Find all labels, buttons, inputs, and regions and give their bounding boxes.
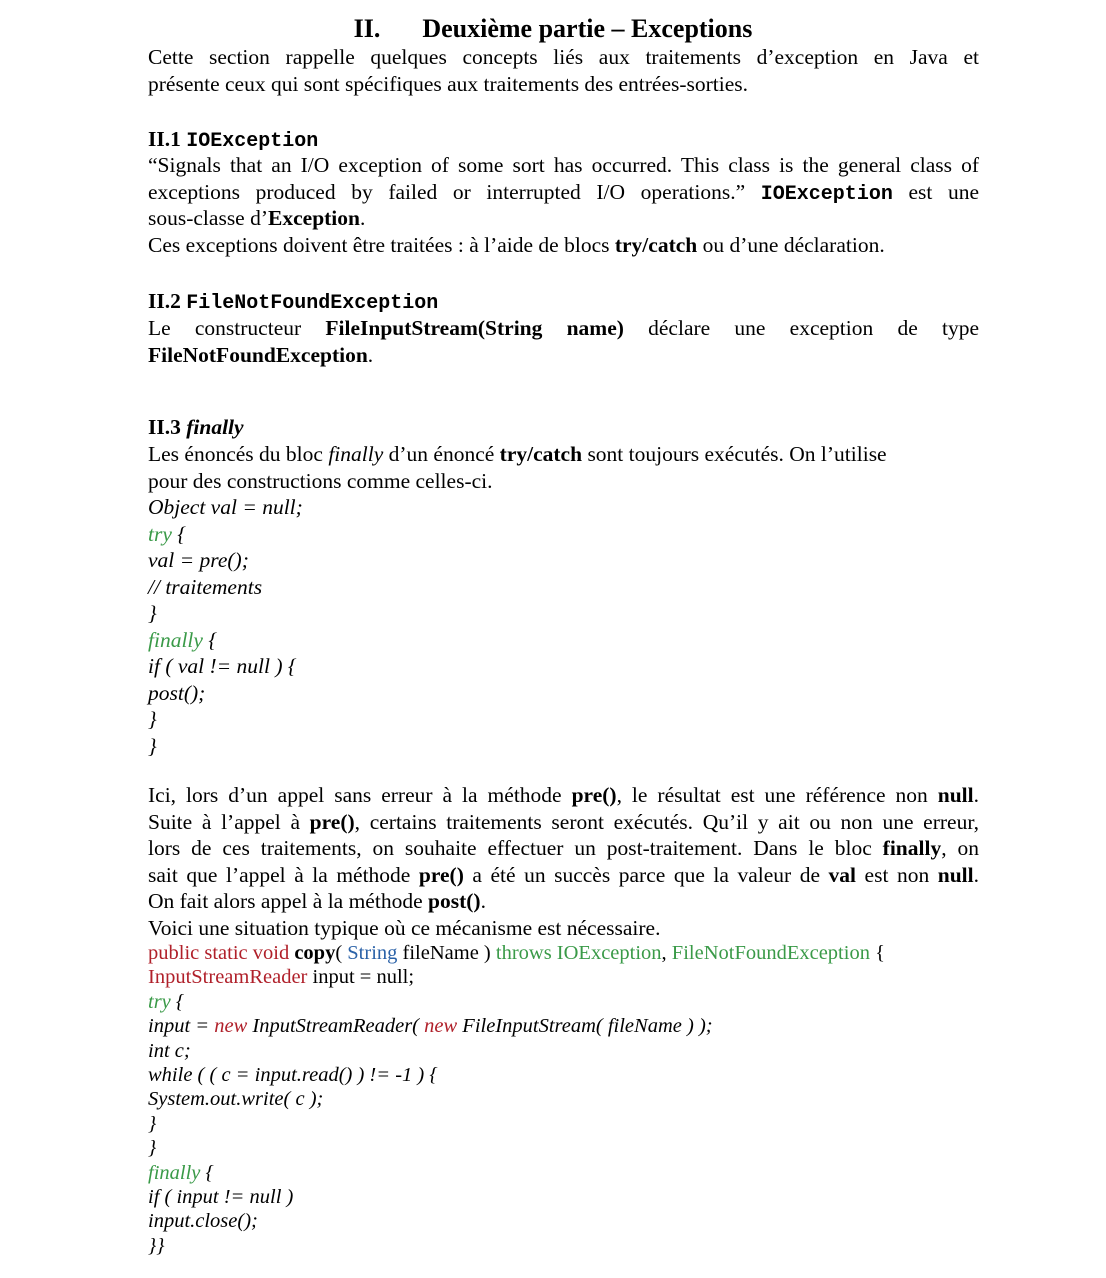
code-line: } <box>148 601 157 625</box>
text-run: . <box>973 862 979 887</box>
type-run: FileNotFoundException <box>671 942 870 964</box>
explanation-line-4 <box>148 862 979 889</box>
text-run: , certains traitements seront exécutés. Qu’il y ait ou non une erreur, <box>354 809 979 834</box>
code-line <box>148 1014 885 1038</box>
code-line <box>148 990 885 1014</box>
subsection-heading-finally <box>148 414 244 440</box>
subsection-code-title: FileNotFoundException <box>186 292 439 315</box>
subsection-italic-title: finally <box>186 415 244 439</box>
code-run: input = null; <box>307 966 415 989</box>
explanation-line-2 <box>148 809 979 836</box>
ioexception-line-4 <box>148 232 979 259</box>
text-run: Ces exceptions doivent être traitées : à l’aide de blocs <box>148 232 615 257</box>
code-line <box>148 627 303 654</box>
code-line: } <box>148 733 157 758</box>
keyword-run: new <box>214 1015 248 1038</box>
bold-run: finally <box>882 836 942 860</box>
filenotfound-line-1 <box>148 315 979 342</box>
bold-run: val <box>828 862 857 887</box>
code-line: val = pre(); <box>148 548 249 572</box>
bold-run: pre() <box>309 809 355 834</box>
code-run: { <box>200 1161 214 1184</box>
intro-line-2: présente ceux qui sont spécifiques aux traitements des entrées-sorties. <box>148 71 749 96</box>
type-run: String <box>347 942 398 964</box>
subsection-number: II.3 <box>148 415 181 439</box>
bold-run: Exception <box>268 206 360 230</box>
text-run: sait que l’appel à la méthode <box>148 862 419 887</box>
explanation-line-5 <box>148 888 979 915</box>
text-run: est non <box>856 862 938 887</box>
code-line: }} <box>148 1234 165 1257</box>
code-run: { <box>171 521 186 546</box>
text-run: . <box>367 342 374 367</box>
keyword-run: public static void <box>148 942 295 964</box>
text-run: . <box>360 206 366 230</box>
keyword-run: new <box>424 1015 458 1038</box>
keyword-run: try <box>148 521 172 546</box>
section-heading <box>0 12 1106 46</box>
bold-run: try/catch <box>499 442 583 466</box>
bold-run: null <box>937 862 974 887</box>
filenotfound-line-2 <box>148 342 979 369</box>
code-line <box>148 1161 885 1185</box>
subsection-number: II.2 <box>148 289 181 313</box>
text-run: ou d’une déclaration. <box>697 232 885 257</box>
subsection-heading-filenotfound <box>148 288 438 317</box>
text-run: est une <box>908 179 980 204</box>
finally-paragraph <box>148 441 979 494</box>
bold-run: try/catch <box>614 232 698 257</box>
text-run: d’un énoncé <box>383 442 500 466</box>
bold-run: post() <box>428 889 481 913</box>
keyword-run: finally <box>148 1161 201 1184</box>
code-line: } <box>148 1137 157 1160</box>
bold-run: FileNotFoundException <box>148 342 368 367</box>
section-title: Deuxième partie – Exceptions <box>422 14 753 43</box>
text-run: Suite à l’appel à <box>148 809 310 834</box>
code-line: input.close(); <box>148 1210 258 1233</box>
text-run: déclare une exception de type <box>648 316 979 340</box>
code-line: Object val = null; <box>148 495 303 519</box>
ioexception-line-3 <box>148 205 979 232</box>
italic-run: finally <box>328 442 384 466</box>
text-run: a été un succès parce que la valeur de <box>463 862 829 887</box>
ioexception-paragraph <box>148 152 979 258</box>
text-run: , on <box>941 836 980 860</box>
code-line: } <box>148 1112 157 1135</box>
code-line: int c; <box>148 1039 191 1062</box>
finally-line-1 <box>148 441 979 468</box>
subsection-heading-ioexception <box>148 126 318 155</box>
explanation-paragraph <box>148 782 979 941</box>
text-run: lors de ces traitements, on souhaite effectuer un post-traitement. Dans le bloc <box>148 836 883 860</box>
code-run: ( <box>335 942 348 964</box>
intro-line-1: Cette section rappelle quelques concepts liés aux traitements d’exception en Java et <box>148 45 979 69</box>
code-line <box>148 521 303 548</box>
code-run: InputStreamReader( <box>247 1015 425 1038</box>
text-run: Les énoncés du bloc <box>148 442 329 466</box>
ioexception-line-2 <box>148 179 979 206</box>
code-line: System.out.write( c ); <box>148 1088 324 1111</box>
code-line <box>148 965 885 989</box>
text-run: sont toujours exécutés. On l’utilise <box>582 442 887 466</box>
method-name-run: copy <box>294 942 336 964</box>
finally-code-sample <box>148 494 303 759</box>
copy-method-code-sample <box>148 941 885 1258</box>
bold-run: pre() <box>571 783 617 807</box>
ioexception-line-1: “Signals that an I/O exception of some sort has occurred. This class is the general class of <box>148 153 979 177</box>
code-line: // traitements <box>148 574 263 599</box>
text-run: . <box>480 889 486 913</box>
text-run: sous-classe d’ <box>148 206 269 230</box>
code-run: { <box>869 942 885 964</box>
text-run: Le constructeur <box>148 316 302 340</box>
bold-run: FileInputStream(String name) <box>325 316 624 340</box>
text-run: . <box>973 783 980 807</box>
explanation-line-3 <box>148 835 979 862</box>
code-run: { <box>170 990 185 1013</box>
code-run: IOException <box>760 182 893 206</box>
keyword-run: throws IOException <box>495 942 662 964</box>
code-line: if ( val != null ) { <box>148 654 297 678</box>
code-run: , <box>661 942 672 964</box>
text-run: Ici, lors d’un appel sans erreur à la méthode <box>148 783 572 807</box>
subsection-code-title: IOException <box>186 130 319 153</box>
code-run: fileName ) <box>397 942 496 964</box>
code-line: while ( ( c = input.read() ) != -1 ) { <box>148 1063 438 1086</box>
explanation-line-6: Voici une situation typique où ce mécanisme est nécessaire. <box>148 915 661 940</box>
text-run: On fait alors appel à la méthode <box>148 889 428 913</box>
section-number: II. <box>353 14 381 43</box>
finally-line-2: pour des constructions comme celles-ci. <box>148 468 493 493</box>
code-line: if ( input != null ) <box>148 1185 294 1208</box>
bold-run: pre() <box>418 862 464 887</box>
filenotfound-paragraph <box>148 315 979 368</box>
code-run: input = <box>148 1015 215 1038</box>
type-run: InputStreamReader <box>148 966 308 989</box>
code-line <box>148 941 885 965</box>
subsection-number: II.1 <box>148 127 181 151</box>
intro-paragraph <box>148 44 979 97</box>
text-run: exceptions produced by failed or interrupted I/O operations.” <box>148 179 746 204</box>
code-line: post(); <box>148 680 206 705</box>
code-line: } <box>148 707 157 731</box>
code-run: FileInputStream( fileName ) ); <box>457 1015 713 1038</box>
keyword-run: finally <box>148 627 203 652</box>
bold-run: null <box>937 783 974 807</box>
text-run: , le résultat est une référence non <box>616 783 938 807</box>
code-run: { <box>202 627 217 652</box>
keyword-run: try <box>148 990 171 1013</box>
explanation-line-1 <box>148 782 979 809</box>
